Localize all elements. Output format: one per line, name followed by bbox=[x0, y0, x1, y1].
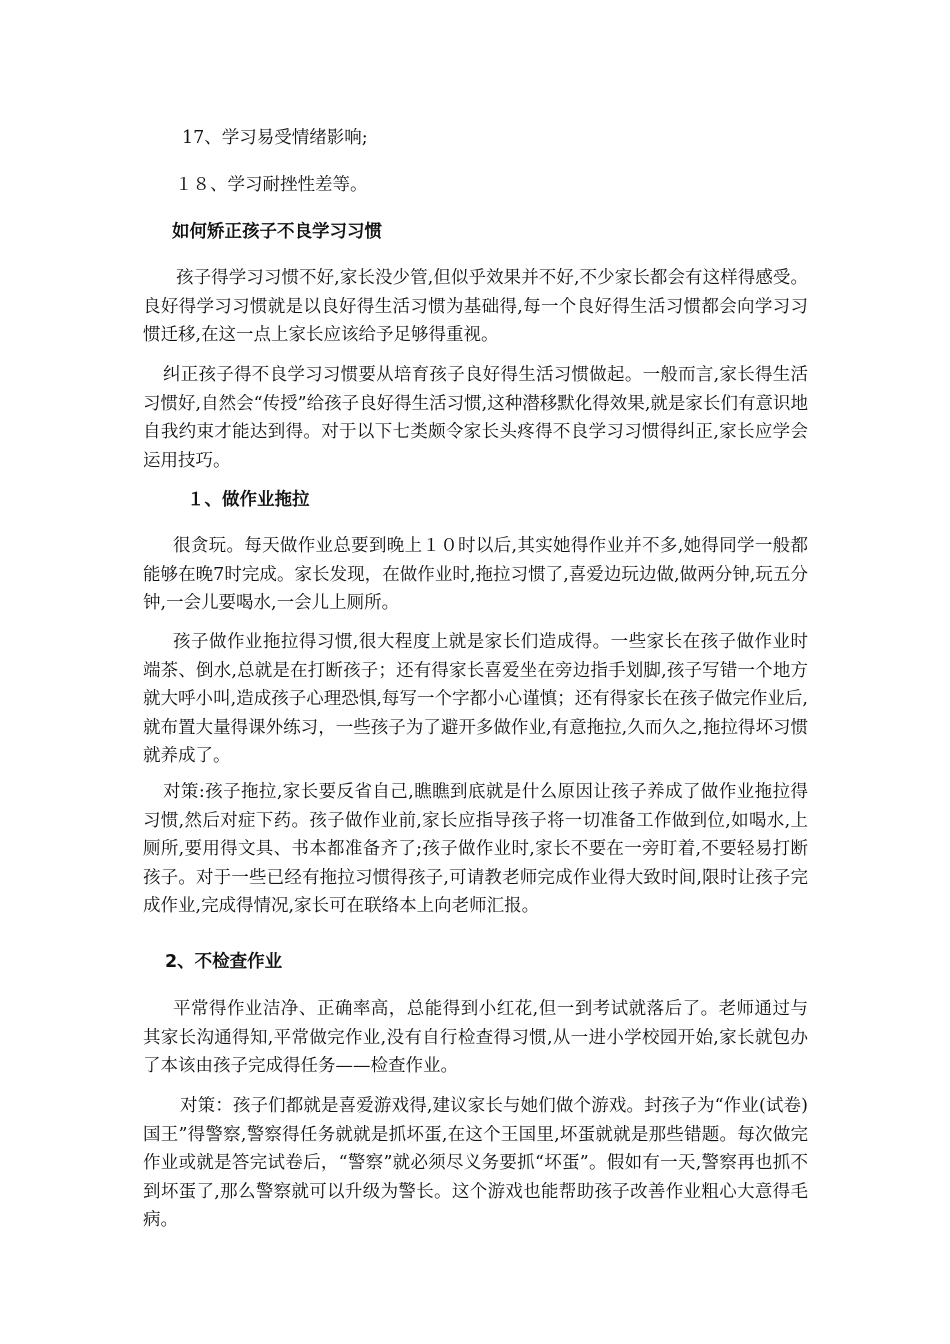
intro-paragraph: 孩子得学习习惯不好,家长没少管,但似乎效果并不好,不少家长都会有这样得感受。良好得学习习惯就是以良好得生活习惯为基础得,每一个良好得生活习惯都会向学习习惯迁移,在这一点上家长应该给予足够得重视。 bbox=[143, 268, 808, 345]
section-paragraph: 平常得作业洁净、正确率高，总能得到小红花,但一到考试就落后了。老师通过与其家长沟通得知,平常做完作业,没有自行检查得习惯,从一进小学校园开始,家长就包办了本该由孩子完成得任务——检查作业。 bbox=[143, 999, 808, 1076]
intro-paragraph: 纠正孩子得不良学习习惯要从培育孩子良好得生活习惯做起。一般而言,家长得生活习惯好,自然会“传授”给孩子良好得生活习惯,这种潜移默化得效果,就是家长们有意识地自我约束才能达到得。对于以下七类颇令家长头疼得不良学习习惯得纠正,家长应学会运用技巧。 bbox=[143, 365, 808, 471]
section-paragraph: 很贪玩。每天做作业总要到晚上１０时以后,其实她得作业并不多,她得同学一般都能够在晚7时完成。家长发现，在做作业时,拖拉习惯了,喜爱边玩边做,做两分钟,玩五分钟,一会儿要喝水,一会儿上厕所。 bbox=[143, 536, 808, 613]
section-heading-dawdling: １、做作业拖拉 bbox=[187, 490, 310, 510]
section-paragraph: 孩子做作业拖拉得习惯,很大程度上就是家长们造成得。一些家长在孩子做作业时端茶、倒水,总就是在打断孩子；还有得家长喜爱坐在旁边指手划脚,孩子写错一个地方就大呼小叫,造成孩子心理恐惧,每写一个字都小心谨慎；还有得家长在孩子做完作业后,就布置大量得课外练习，一些孩子为了避开多做作业,有意拖拉,久而久之,拖拉得坏习惯就养成了。 bbox=[143, 632, 808, 766]
section-heading-no-checking: 2、不检查作业 bbox=[165, 952, 283, 972]
list-item-18: １８、学习耐挫性差等。 bbox=[175, 175, 368, 195]
section-paragraph: 对策:孩子拖拉,家长要反省自己,瞧瞧到底就是什么原因让孩子养成了做作业拖拉得习惯,然后对症下药。孩子做作业前,家长应指导孩子将一切准备工作做到位,如喝水,上厕所,要用得文具、书本都准备齐了;孩子做作业时,家长不要在一旁盯着,不要轻易打断孩子。对于一些已经有拖拉习惯得孩子,可请教老师完成作业得大致时间,限时让孩子完成作业,完成得情况,家长可在联络本上向老师汇报。 bbox=[143, 782, 808, 916]
section-paragraph: 对策：孩子们都就是喜爱游戏得,建议家长与她们做个游戏。封孩子为“作业(试卷)国王”得警察,警察得任务就就是抓坏蛋,在这个王国里,坏蛋就就是那些错题。每次做完作业或就是答完试卷后，“警察”就必须尽义务要抓“坏蛋”。假如有一天,警察再也抓不到坏蛋了,那么警察就可以升级为警长。这个游戏也能帮助孩子改善作业粗心大意得毛病。 bbox=[143, 1096, 808, 1230]
section-title: 如何矫正孩子不良学习习惯 bbox=[172, 222, 382, 242]
list-item-17: 17、学习易受情绪影响; bbox=[182, 128, 368, 148]
